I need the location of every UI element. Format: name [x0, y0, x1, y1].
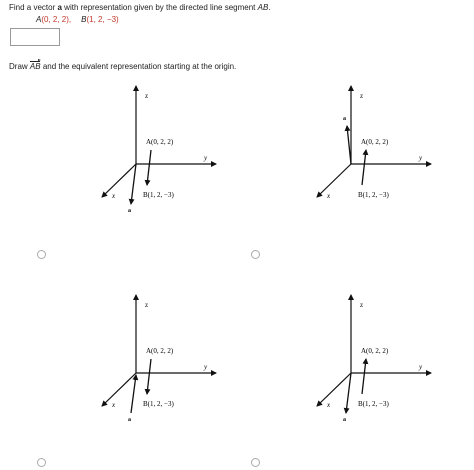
question-text	[9, 2, 271, 14]
option-2-diagram	[311, 84, 441, 220]
x-label: x	[327, 192, 331, 200]
option-4-radio[interactable]	[251, 458, 260, 467]
point-a-label: A(0, 2, 2)	[146, 347, 174, 355]
z-label: z	[360, 92, 364, 100]
points-line	[36, 14, 119, 26]
point-a-name: A	[36, 15, 42, 24]
vector-ab-arrow	[147, 359, 151, 394]
x-axis	[102, 164, 136, 197]
answer-input[interactable]	[10, 28, 60, 46]
y-label: y	[419, 154, 423, 162]
vector-ab-arrow	[362, 150, 366, 185]
y-label: y	[204, 363, 208, 371]
vector-a-label: a	[343, 116, 346, 122]
option-2-radio[interactable]	[251, 250, 260, 259]
vector-a-label: a	[128, 417, 131, 423]
vector-name: a	[57, 3, 62, 12]
option-3-radio[interactable]	[37, 458, 46, 467]
option-3-diagram	[96, 293, 226, 429]
point-b-label: B(1, 2, −3)	[143, 400, 174, 408]
vector-a-arrow	[131, 164, 136, 204]
point-a-label: A(0, 2, 2)	[146, 138, 174, 146]
point-a-coords: (0, 2, 2),	[41, 15, 72, 24]
point-a-label: A(0, 2, 2)	[361, 347, 389, 355]
x-label: x	[327, 401, 331, 409]
z-label: z	[360, 301, 364, 309]
vector-ab-arrow	[147, 150, 151, 185]
point-b-label: B(1, 2, −3)	[358, 400, 389, 408]
option-1-diagram	[96, 84, 226, 220]
vector-a-arrow	[346, 373, 351, 413]
x-label: x	[112, 401, 116, 409]
y-label: y	[419, 363, 423, 371]
point-b-label: B(1, 2, −3)	[143, 191, 174, 199]
vector-a-label: a	[343, 417, 346, 423]
option-4-diagram	[311, 293, 441, 429]
x-axis	[317, 373, 351, 406]
vector-ab: AB	[29, 62, 41, 71]
point-b-label: B(1, 2, −3)	[358, 191, 389, 199]
z-label: z	[145, 92, 149, 100]
segment-name: AB	[257, 3, 269, 12]
vector-a-arrow	[131, 375, 136, 413]
x-axis	[102, 373, 136, 406]
y-label: y	[204, 154, 208, 162]
point-a-label: A(0, 2, 2)	[361, 138, 389, 146]
vector-a-label: a	[128, 208, 131, 214]
vector-a-arrow	[347, 126, 351, 164]
draw-suffix: and the equivalent representation starting at the origin.	[42, 62, 237, 71]
point-b-name: B	[81, 15, 87, 24]
x-axis	[317, 164, 351, 197]
question-middle: with representation given by the directed line segment	[64, 3, 256, 12]
draw-instruction	[9, 61, 236, 73]
option-1-radio[interactable]	[37, 250, 46, 259]
point-b-coords: (1, 2, −3)	[86, 15, 119, 24]
vector-ab-arrow	[362, 359, 366, 394]
question-suffix: .	[268, 3, 271, 12]
question-prefix: Find a vector	[9, 3, 56, 12]
x-label: x	[112, 192, 116, 200]
z-label: z	[145, 301, 149, 309]
draw-prefix: Draw	[9, 62, 28, 71]
